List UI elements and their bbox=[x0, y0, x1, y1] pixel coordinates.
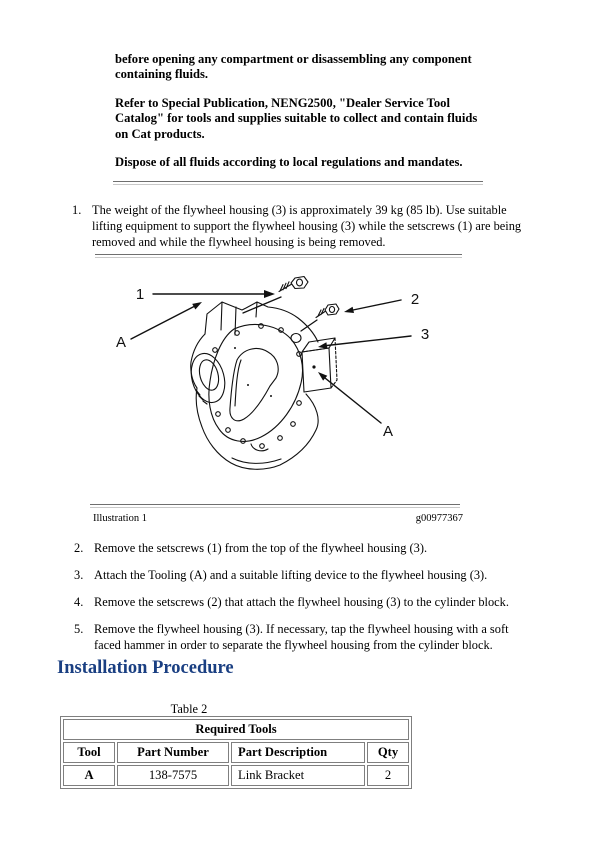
notice-paragraph: before opening any compartment or disassembling any component containing fluids. bbox=[115, 52, 472, 82]
step-number: 4. bbox=[74, 595, 84, 609]
illustration-caption-id: g00977367 bbox=[415, 513, 463, 524]
step-number: 3. bbox=[74, 568, 84, 582]
removal-steps-top bbox=[72, 202, 528, 261]
tab-edges bbox=[221, 302, 257, 335]
removal-step-2 bbox=[74, 540, 530, 556]
bottom-contour bbox=[232, 458, 281, 463]
flywheel-housing-illustration bbox=[85, 268, 485, 504]
removal-step-3 bbox=[74, 567, 530, 583]
cell-qty: 2 bbox=[367, 765, 409, 786]
setscrew-2 bbox=[316, 304, 339, 318]
notice-paragraph: Dispose of all fluids according to local regulations and mandates. bbox=[115, 155, 463, 170]
step-text: Remove the setscrews (1) from the top of the flywheel housing (3). bbox=[94, 541, 428, 555]
cell-part-number: 138-7575 bbox=[117, 765, 229, 786]
step-number: 1. bbox=[72, 203, 82, 217]
callout-label-a-bottom: A bbox=[382, 423, 394, 440]
table-header-row bbox=[63, 742, 409, 763]
bracket-bolt-hole bbox=[312, 365, 315, 368]
housing-face-ring bbox=[209, 324, 303, 441]
removal-step-4 bbox=[74, 594, 530, 610]
safety-notice bbox=[115, 52, 490, 183]
step-text: The weight of the flywheel housing (3) is approximately 39 kg (85 lb). Use suitable lifting equipment to support the flywheel housing (3) while the setscrews (1) are being removed and while the flywheel housing is being removed. bbox=[92, 203, 522, 249]
required-tools-table bbox=[60, 716, 412, 789]
step-number: 2. bbox=[74, 541, 84, 555]
setscrew-2-leader bbox=[301, 320, 317, 331]
step-text: Attach the Tooling (A) and a suitable lifting device to the flywheel housing (3). bbox=[94, 568, 488, 582]
horizontal-divider bbox=[90, 504, 460, 508]
removal-step-5 bbox=[74, 621, 530, 653]
illustration-caption bbox=[93, 513, 463, 524]
table-title: Required Tools bbox=[63, 719, 409, 740]
callout-label-2: 2 bbox=[410, 291, 420, 308]
callout-2-arrow bbox=[353, 300, 401, 310]
illustration-caption-label: Illustration 1 bbox=[93, 513, 147, 524]
center-opening-inner-line bbox=[235, 360, 241, 406]
center-opening bbox=[230, 349, 278, 421]
cell-part-description: Link Bracket bbox=[231, 765, 365, 786]
cell-tool: A bbox=[63, 765, 115, 786]
callout-a-bottom-arrow bbox=[325, 378, 381, 423]
illustration-figure bbox=[85, 268, 485, 504]
step-number: 5. bbox=[74, 622, 84, 636]
flange-hatching bbox=[196, 390, 207, 404]
table-title-row bbox=[63, 719, 409, 740]
setscrew-1-leader bbox=[243, 297, 281, 313]
table-row bbox=[63, 765, 409, 786]
col-header-qty: Qty bbox=[367, 742, 409, 763]
table-caption: Table 2 bbox=[170, 702, 208, 716]
installation-procedure-heading: Installation Procedure bbox=[57, 658, 234, 678]
setscrew-1 bbox=[279, 277, 308, 292]
upper-right-hole bbox=[291, 334, 301, 343]
step-text: Remove the setscrews (2) that attach the flywheel housing (3) to the cylinder block. bbox=[94, 595, 509, 609]
col-header-part-description: Part Description bbox=[231, 742, 365, 763]
callout-label-a-left: A bbox=[115, 334, 127, 351]
notice-paragraph: Refer to Special Publication, NENG2500, "Dealer Service Tool Catalog" for tools and supplies suitable to collect and contain fluids on Cat products. bbox=[115, 95, 478, 141]
horizontal-divider bbox=[113, 181, 483, 185]
callout-3-arrow bbox=[327, 336, 411, 346]
callout-label-1: 1 bbox=[135, 286, 145, 303]
horizontal-divider bbox=[95, 254, 462, 258]
removal-steps-bottom bbox=[74, 540, 530, 664]
step-text: Remove the flywheel housing (3). If necessary, tap the flywheel housing with a soft faced hammer in order to separate the flywheel housing from the cylinder block. bbox=[94, 622, 509, 652]
callout-label-3: 3 bbox=[420, 326, 430, 343]
removal-step-1 bbox=[72, 202, 528, 250]
callout-a-left-arrow bbox=[131, 306, 195, 339]
col-header-tool: Tool bbox=[63, 742, 115, 763]
col-header-part-number: Part Number bbox=[117, 742, 229, 763]
bracket-front bbox=[302, 348, 331, 392]
